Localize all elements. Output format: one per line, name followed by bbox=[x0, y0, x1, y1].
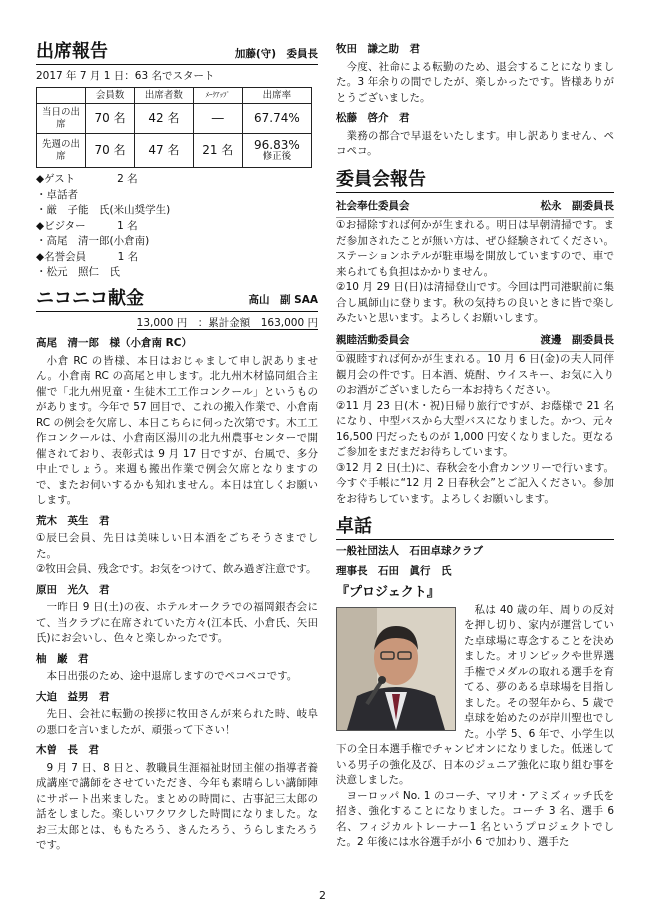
cell-makeup: ― bbox=[193, 104, 242, 134]
committee-name: 親睦活動委員会 bbox=[336, 333, 410, 346]
row-label: 先週の出席 bbox=[37, 134, 86, 168]
member-name: 大迫 益男 君 bbox=[36, 690, 110, 703]
nikoniko-person: 高山 副 SAA bbox=[248, 294, 318, 306]
message-text: 一昨日 9 日(土)の夜、ホテルオークラでの福岡銀杏会にて、当クラブに在席されていた方々(江本氏、小倉氏、矢田氏)にお会いし、色々と楽しかったです。 bbox=[36, 601, 318, 644]
list-item: ・卓話者 bbox=[36, 188, 78, 201]
cell-attendees: 47 名 bbox=[135, 134, 194, 168]
talk-body bbox=[336, 603, 614, 851]
speaker-photo bbox=[336, 607, 456, 731]
talk-title: 卓話 bbox=[336, 516, 372, 537]
member-name: 木曽 長 君 bbox=[36, 744, 99, 756]
committee-report-body bbox=[336, 351, 614, 507]
table-row bbox=[37, 134, 312, 168]
left-column bbox=[36, 40, 318, 854]
member-name: 高尾 清一郎 様（小倉南 RC） bbox=[36, 337, 192, 349]
report-text: ①お掃除すれば何かが生まれる。明日は早朝清掃です。まだ参加されたことが無い方は、ぜひ経験されてください。ステーションホテルが駐車場を開放していますので、車で来られても負担はかかりません。 bbox=[336, 219, 614, 278]
member-name: 松藤 啓介 君 bbox=[336, 112, 410, 124]
committee-person: 松永 副委員長 bbox=[540, 199, 614, 212]
list-item: ・高尾 清一郎(小倉南) bbox=[36, 235, 150, 247]
attendance-title: 出席報告 bbox=[36, 41, 108, 62]
cell-members: 70 名 bbox=[86, 134, 135, 168]
cell-rate: 67.74% bbox=[242, 104, 311, 134]
report-text: ①親睦すれば何かが生まれる。10 月 6 日(金)の夫人同伴観月会の件です。日本酒、焼酎、ウイスキー、お気に入りのお酒がございましたら一本お持ちください。 bbox=[336, 353, 614, 396]
nikoniko-header bbox=[36, 287, 318, 312]
cell-makeup: 21 名 bbox=[193, 134, 242, 168]
col-attendees: 出席者数 bbox=[135, 87, 194, 104]
committee-person: 渡邊 副委員長 bbox=[540, 333, 614, 346]
report-text: ②10 月 29 日(日)は清掃登山です。今回は門司港駅前に集合し風師山に登ります。秋の気持ちの良いときに皆で楽しみたいと思います。よろしくお願いします。 bbox=[336, 281, 614, 324]
message-text: 業務の都合で早退をいたします。申し訳ありません、ペコペコ。 bbox=[336, 129, 614, 157]
report-text: ③12 月 2 日(土)に、春秋会を小倉カンツリーで行います。今すぐ手帳に“12 月 2 日春秋会”とご記入ください。参加をお待ちしています。よろしくお願いします。 bbox=[336, 461, 614, 505]
committee-report-header bbox=[336, 199, 614, 215]
cell-members: 70 名 bbox=[86, 104, 135, 134]
cell-rate bbox=[242, 134, 311, 168]
list-item: ・厳 子能 氏(米山奨学生) bbox=[36, 204, 171, 216]
cell-attendees: 42 名 bbox=[135, 104, 194, 134]
committee-report-header bbox=[336, 333, 614, 349]
message-text: 9 月 7 日、8 日と、教職員生涯福祉財団主催の指導者養成講座で講師をさせていただき、今年も素晴らしい講師陣にサポート出来ました。まとめの時間に、古事記三太郎の話をしました。楽しいワクワクした時間になりました。なお三太郎とは、ももたろう、きんたろう、うらしまたろうです。 bbox=[36, 761, 318, 851]
speaker-photo-image bbox=[337, 608, 455, 730]
message-text: ①辰巳会員、先日は美味しい日本酒をごちそうさまでした。 bbox=[36, 532, 318, 560]
attendance-start-note: 2017 年 7 月 1 日：63 名でスタート bbox=[36, 70, 215, 82]
message-text: 今度、社命による転勤のため、退会することになりました。3 年余りの間でしたが、楽しかったです。皆様ありがとうございました。 bbox=[336, 60, 614, 104]
committee-header bbox=[336, 168, 614, 193]
col-rate: 出席率 bbox=[242, 87, 311, 104]
list-item: ◆名誉会員 1 名 bbox=[36, 250, 139, 263]
message-text: 本日出張のため、途中退席しますのでペコペコです。 bbox=[46, 670, 298, 682]
rate-note: 修正後 bbox=[262, 150, 292, 162]
report-text: ②11 月 23 日(木・祝)日帰り旅行ですが、お蔭様で 21 名になり、中型バスから大型バスになりました。かつ、元々16,500 円だったものが 1,000 円安くなりました。更なるご参加をまだまだお待ちしています。 bbox=[336, 399, 614, 458]
right-column bbox=[336, 42, 614, 851]
committee-title: 委員会報告 bbox=[336, 168, 426, 190]
talk-subject: 『プロジェクト』 bbox=[336, 585, 440, 600]
talk-org: 一般社団法人 石田卓球クラブ bbox=[336, 545, 483, 557]
attendance-header bbox=[36, 40, 318, 65]
right-entries bbox=[336, 42, 614, 160]
message-text: 小倉 RC の皆様、本日はおじゃまして申し訳ありません。小倉南 RC の高尾と申します。北九州木材協同組合主催で「北九州児童・生徒木工工作コンクール」というものがあります。今年で 57 回目で、これの搬入作業で、小倉南 RC の例会を欠席し、本日こちらに伺った次第です。木工工作コンクールは、小倉南区湯川の北九州農事センターで開催されており、表彰式は 9 月 17 日ですが、台風で、多分中止でしょう。来週も搬出作業で例会欠席となりますので、またお伺いするかも知れません。本日は宜しくお願いします。 bbox=[36, 354, 318, 506]
attendance-items bbox=[36, 172, 318, 281]
col-members: 会員数 bbox=[86, 87, 135, 104]
committee-report-body bbox=[336, 217, 614, 327]
talk-speaker: 理事長 石田 眞行 氏 bbox=[336, 564, 452, 577]
list-item: ◆ゲスト 2 名 bbox=[36, 173, 138, 185]
member-name: 原田 光久 君 bbox=[36, 583, 110, 596]
talk-text: 私は 40 歳の年、周りの反対を押し切り、家内が運営していた卓球場に専念することを決めました。オリンピックや世界選手権でメダルの取れる選手を育てる、夢のある卓球場を目指しました。その翌年から、5 歳で卓球を始めたのが岸川聖也でした。小学 5、6 年で、小学生以下の全日本選手権でチャンピオンになりました。低迷している男子の強化及び、日本のジュニア強化に取り組む事を決意しました。 bbox=[336, 603, 614, 786]
talk-text: ヨーロッパ No. 1 のコーチ、マリオ・アミズィッチ氏を招き、強化することになりました。コーチ 3 名、選手 6 名、フィジカルトレーナー1 名というプロジェクトでした。2 年後には水谷選手が小 6 で加わり、選手た bbox=[336, 789, 614, 848]
member-name: 柚 巌 君 bbox=[36, 652, 89, 665]
message-text: ②牧田会員、残念です。お気をつけて、飲み過ぎ注意です。 bbox=[36, 563, 317, 575]
col-makeup: ﾒｰｸｱｯﾌﾟ bbox=[193, 87, 242, 104]
list-item: ・松元 照仁 氏 bbox=[36, 266, 120, 278]
nikoniko-title: ニコニコ献金 bbox=[36, 287, 144, 309]
list-item: ◆ビジター 1 名 bbox=[36, 219, 138, 232]
table-row bbox=[37, 104, 312, 134]
nikoniko-amount: 13,000 円 ：累計金額 163,000 円 bbox=[136, 316, 318, 329]
message-text: 先日、会社に転勤の挨拶に牧田さんが来られた時、岐阜の悪口を言いましたが、頑張って下さい！ bbox=[36, 708, 318, 736]
committee-reports bbox=[336, 199, 614, 508]
nikoniko-entries bbox=[36, 336, 318, 854]
committee-name: 社会奉仕委員会 bbox=[336, 199, 410, 212]
attendance-table-header bbox=[37, 87, 312, 104]
member-name: 荒木 英生 君 bbox=[36, 514, 110, 527]
attendance-person: 加藤(守) 委員長 bbox=[234, 47, 318, 60]
talk-header bbox=[336, 515, 614, 540]
page-number: 2 bbox=[319, 889, 326, 902]
rate-value: 96.83% bbox=[254, 137, 300, 152]
attendance-table bbox=[36, 87, 312, 169]
row-label: 当日の出席 bbox=[37, 104, 86, 134]
member-name: 牧田 謙之助 君 bbox=[336, 43, 420, 55]
